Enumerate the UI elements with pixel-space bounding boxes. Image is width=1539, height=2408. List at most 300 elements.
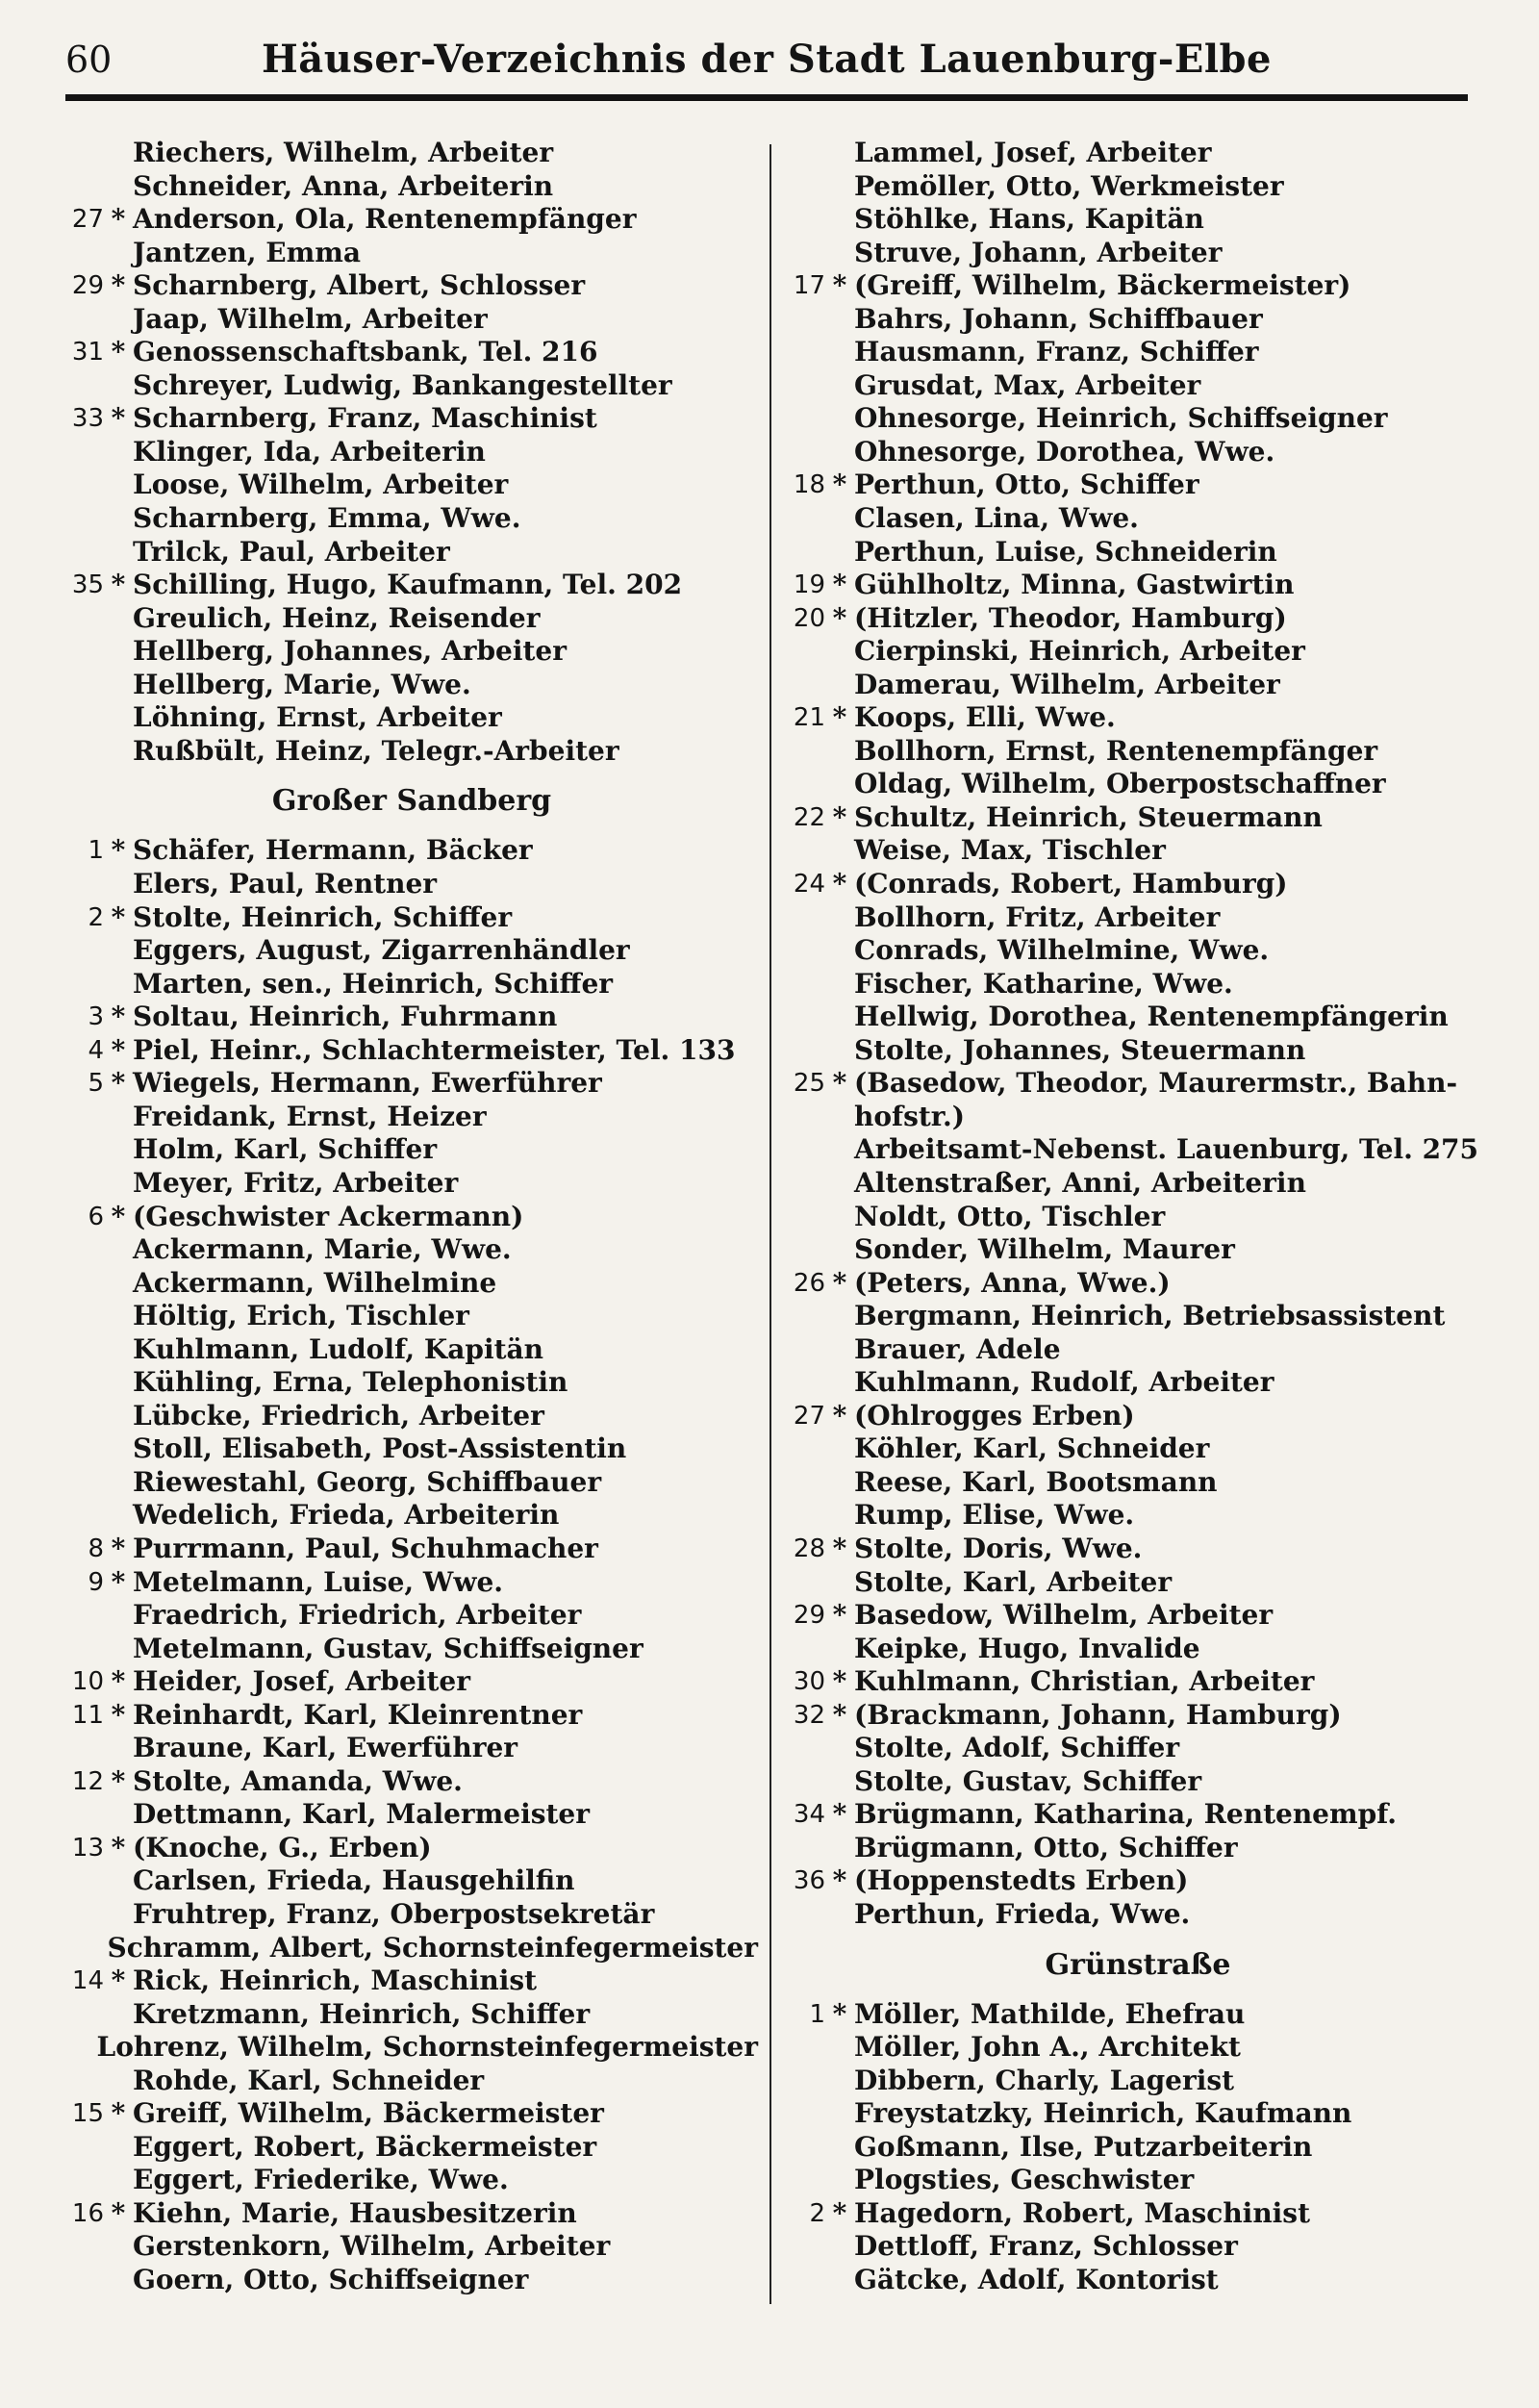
house-number: 14 bbox=[71, 1966, 104, 1996]
owner-marker bbox=[825, 934, 854, 968]
house-number: 26 bbox=[793, 1268, 825, 1298]
directory-entry bbox=[787, 569, 1489, 602]
owner-marker bbox=[104, 1333, 133, 1367]
resident-text: Kuhlmann, Ludolf, Kapitän bbox=[133, 1332, 544, 1365]
owner-marker bbox=[825, 1832, 854, 1865]
directory-entry bbox=[787, 2264, 1489, 2297]
directory-entry bbox=[787, 1034, 1489, 1068]
owner-marker bbox=[825, 536, 854, 570]
resident-text: Keipke, Hugo, Invalide bbox=[854, 1632, 1200, 1664]
directory-entry bbox=[787, 502, 1489, 536]
house-number bbox=[65, 436, 104, 469]
house-number bbox=[787, 1167, 825, 1201]
resident-text: Loose, Wilhelm, Arbeiter bbox=[133, 469, 509, 501]
house-number bbox=[787, 536, 825, 570]
directory-entry bbox=[787, 1333, 1489, 1367]
directory-entry bbox=[65, 170, 758, 204]
resident-text: (Knoche, G., Erben) bbox=[133, 1831, 432, 1863]
directory-entry bbox=[65, 1300, 758, 1333]
house-number bbox=[65, 2065, 104, 2098]
house-number: 32 bbox=[793, 1700, 825, 1730]
house-number: 29 bbox=[793, 1601, 825, 1631]
resident-text: Stolte, Amanda, Wwe. bbox=[133, 1764, 463, 1797]
owner-marker: * bbox=[832, 269, 847, 302]
house-number bbox=[787, 237, 825, 270]
house-number: 27 bbox=[793, 1401, 825, 1431]
house-number: 30 bbox=[793, 1667, 825, 1697]
directory-entry bbox=[787, 968, 1489, 1001]
owner-marker: * bbox=[111, 2097, 126, 2130]
house-number bbox=[787, 1001, 825, 1034]
house-number bbox=[65, 1599, 104, 1633]
directory-entry bbox=[787, 402, 1489, 436]
directory-entry bbox=[65, 2031, 758, 2065]
resident-text: Rohde, Karl, Schneider bbox=[133, 2064, 485, 2096]
house-number bbox=[65, 669, 104, 702]
directory-entry bbox=[65, 203, 758, 237]
owner-marker: * bbox=[111, 402, 126, 435]
owner-marker bbox=[104, 635, 133, 669]
owner-marker bbox=[104, 436, 133, 469]
owner-marker bbox=[825, 1566, 854, 1600]
resident-text: Marten, sen., Heinrich, Schiffer bbox=[133, 967, 614, 1000]
resident-text: Schäfer, Hermann, Bäcker bbox=[133, 834, 533, 867]
resident-text: Grusdat, Max, Arbeiter bbox=[854, 368, 1201, 401]
house-number bbox=[65, 502, 104, 536]
owner-marker bbox=[825, 1732, 854, 1765]
directory-entry bbox=[65, 2164, 758, 2197]
house-number: 36 bbox=[793, 1866, 825, 1896]
owner-marker bbox=[104, 2065, 133, 2098]
owner-marker bbox=[104, 2164, 133, 2197]
directory-entry bbox=[787, 1001, 1489, 1034]
owner-marker bbox=[825, 2230, 854, 2264]
directory-entry bbox=[65, 1233, 758, 1267]
house-number bbox=[787, 901, 825, 935]
directory-entry bbox=[65, 1633, 758, 1666]
directory-entry bbox=[787, 1732, 1489, 1765]
resident-text: Koops, Elli, Wwe. bbox=[854, 701, 1116, 734]
house-number: 17 bbox=[793, 271, 825, 301]
owner-marker bbox=[825, 735, 854, 769]
resident-text: Ohnesorge, Heinrich, Schiffseigner bbox=[854, 402, 1388, 435]
house-number bbox=[65, 1300, 104, 1333]
resident-text: Basedow, Wilhelm, Arbeiter bbox=[854, 1599, 1274, 1632]
house-number bbox=[65, 1998, 104, 2032]
directory-entry bbox=[65, 1765, 758, 1799]
directory-entry bbox=[65, 1034, 758, 1068]
owner-marker bbox=[84, 2031, 97, 2065]
house-number bbox=[787, 1201, 825, 1234]
resident-text: Heider, Josef, Arbeiter bbox=[133, 1665, 470, 1698]
resident-text: Bollhorn, Ernst, Rentenempfänger bbox=[854, 734, 1378, 767]
resident-text: Stoll, Elisabeth, Post-Assistentin bbox=[133, 1432, 627, 1465]
resident-text: Möller, Mathilde, Ehefrau bbox=[854, 1997, 1246, 2030]
resident-text: Bollhorn, Fritz, Arbeiter bbox=[854, 900, 1221, 933]
right-column bbox=[787, 137, 1489, 2297]
directory-entry bbox=[65, 1898, 758, 1932]
directory-entry bbox=[787, 1400, 1489, 1433]
directory-entry bbox=[65, 1566, 758, 1600]
owner-marker bbox=[104, 701, 133, 735]
resident-text: Carlsen, Frieda, Hausgehilfin bbox=[133, 1864, 575, 1897]
resident-text: (Basedow, Theodor, Maurermstr., Bahn- bbox=[854, 1067, 1458, 1100]
owner-marker bbox=[825, 1366, 854, 1400]
directory-entry bbox=[787, 1898, 1489, 1932]
owner-marker bbox=[825, 303, 854, 337]
owner-marker: * bbox=[111, 1665, 126, 1698]
owner-marker bbox=[104, 2230, 133, 2264]
owner-marker bbox=[104, 2264, 133, 2297]
owner-marker bbox=[825, 1233, 854, 1267]
house-number bbox=[787, 735, 825, 769]
directory-entry bbox=[65, 1267, 758, 1301]
column-divider bbox=[770, 144, 771, 2304]
house-number bbox=[65, 934, 104, 968]
house-number bbox=[787, 1333, 825, 1367]
resident-text: Kuhlmann, Rudolf, Arbeiter bbox=[854, 1366, 1274, 1399]
resident-text: Noldt, Otto, Tischler bbox=[854, 1200, 1166, 1232]
house-number bbox=[787, 2264, 825, 2297]
house-number bbox=[787, 934, 825, 968]
resident-text: Bahrs, Johann, Schiffbauer bbox=[854, 302, 1263, 335]
owner-marker bbox=[825, 2097, 854, 2131]
house-number: 34 bbox=[793, 1800, 825, 1830]
directory-entry bbox=[65, 1599, 758, 1633]
resident-text: Elers, Paul, Rentner bbox=[133, 868, 438, 900]
directory-entry bbox=[787, 2230, 1489, 2264]
directory-entry bbox=[65, 2264, 758, 2297]
house-number bbox=[787, 1732, 825, 1765]
owner-marker: * bbox=[111, 834, 126, 867]
directory-entry bbox=[787, 137, 1489, 170]
directory-entry bbox=[787, 602, 1489, 636]
directory-entry bbox=[65, 502, 758, 536]
page-header bbox=[65, 29, 1468, 89]
resident-text: Arbeitsamt-Nebenst. Lauenburg, Tel. 275 bbox=[854, 1133, 1479, 1166]
house-number bbox=[65, 2031, 84, 2065]
house-number bbox=[787, 1499, 825, 1533]
house-number bbox=[65, 2164, 104, 2197]
owner-marker bbox=[104, 137, 133, 170]
house-number bbox=[787, 968, 825, 1001]
resident-text: Metelmann, Luise, Wwe. bbox=[133, 1565, 504, 1598]
resident-text: Hellberg, Johannes, Arbeiter bbox=[133, 635, 567, 668]
resident-text: Lübcke, Friedrich, Arbeiter bbox=[133, 1399, 544, 1432]
directory-entry bbox=[65, 1366, 758, 1400]
resident-text: Freidank, Ernst, Heizer bbox=[133, 1100, 487, 1132]
directory-entry bbox=[787, 669, 1489, 702]
directory-entry bbox=[787, 834, 1489, 868]
resident-text: Anderson, Ola, Rentenempfänger bbox=[133, 203, 637, 236]
owner-marker bbox=[825, 1034, 854, 1068]
directory-entry bbox=[65, 2197, 758, 2231]
resident-text: Fischer, Katharine, Wwe. bbox=[854, 967, 1233, 1000]
resident-text: Lammel, Josef, Arbeiter bbox=[854, 137, 1212, 168]
directory-entry bbox=[65, 336, 758, 369]
resident-text: Stolte, Johannes, Steuermann bbox=[854, 1033, 1306, 1066]
resident-text: Greulich, Heinz, Reisender bbox=[133, 601, 541, 634]
house-number bbox=[787, 2230, 825, 2264]
house-number bbox=[787, 669, 825, 702]
directory-entry bbox=[65, 2131, 758, 2165]
owner-marker bbox=[825, 669, 854, 702]
resident-text: Stöhlke, Hans, Kapitän bbox=[854, 203, 1204, 236]
directory-entry bbox=[65, 1832, 758, 1865]
house-number bbox=[787, 1898, 825, 1932]
directory-entry bbox=[65, 1932, 758, 1965]
resident-text: Hellberg, Marie, Wwe. bbox=[133, 668, 471, 700]
owner-marker bbox=[104, 669, 133, 702]
resident-text: Ohnesorge, Dorothea, Wwe. bbox=[854, 435, 1275, 468]
house-number: 18 bbox=[793, 470, 825, 500]
resident-text: Struve, Johann, Arbeiter bbox=[854, 236, 1223, 268]
directory-entry bbox=[65, 237, 758, 270]
house-number bbox=[65, 170, 104, 204]
directory-entry bbox=[65, 137, 758, 170]
house-number bbox=[787, 137, 825, 170]
owner-marker: * bbox=[111, 1033, 126, 1066]
owner-marker: * bbox=[832, 1997, 847, 2030]
directory-entry bbox=[787, 701, 1489, 735]
directory-entry bbox=[65, 735, 758, 769]
house-number bbox=[65, 1333, 104, 1367]
house-number bbox=[787, 436, 825, 469]
house-number bbox=[65, 137, 104, 170]
owner-marker: * bbox=[111, 900, 126, 933]
owner-marker: * bbox=[832, 800, 847, 833]
resident-text: Klinger, Ida, Arbeiterin bbox=[133, 435, 486, 468]
owner-marker bbox=[89, 1932, 108, 1965]
owner-marker: * bbox=[832, 868, 847, 900]
resident-text: Dettmann, Karl, Malermeister bbox=[133, 1798, 590, 1831]
owner-marker: * bbox=[111, 1200, 126, 1232]
directory-entry bbox=[787, 1665, 1489, 1699]
resident-text: Damerau, Wilhelm, Arbeiter bbox=[854, 668, 1280, 700]
resident-text: Gühlholtz, Minna, Gastwirtin bbox=[854, 569, 1295, 601]
directory-entry bbox=[65, 1998, 758, 2032]
resident-text: Meyer, Fritz, Arbeiter bbox=[133, 1166, 459, 1199]
directory-entry bbox=[65, 2097, 758, 2131]
house-number bbox=[65, 1432, 104, 1466]
resident-text: Dettloff, Franz, Schlosser bbox=[854, 2230, 1238, 2263]
owner-marker bbox=[104, 469, 133, 502]
house-number bbox=[65, 2131, 104, 2165]
directory-entry bbox=[65, 1466, 758, 1500]
owner-marker bbox=[104, 1366, 133, 1400]
resident-text: Bergmann, Heinrich, Betriebsassistent bbox=[854, 1300, 1446, 1332]
owner-marker: * bbox=[111, 336, 126, 368]
owner-marker bbox=[825, 1001, 854, 1034]
directory-entry bbox=[787, 1300, 1489, 1333]
owner-marker bbox=[104, 1233, 133, 1267]
owner-marker bbox=[104, 602, 133, 636]
house-number: 3 bbox=[88, 1002, 104, 1032]
owner-marker bbox=[825, 901, 854, 935]
resident-text: Oldag, Wilhelm, Oberpostschaffner bbox=[854, 768, 1386, 800]
owner-marker: * bbox=[111, 1698, 126, 1731]
house-number: 8 bbox=[88, 1534, 104, 1563]
owner-marker bbox=[825, 2264, 854, 2297]
directory-entry bbox=[65, 701, 758, 735]
directory-entry bbox=[787, 801, 1489, 835]
owner-marker bbox=[825, 170, 854, 204]
owner-marker bbox=[825, 1499, 854, 1533]
directory-entry bbox=[787, 1533, 1489, 1566]
resident-text: Schreyer, Ludwig, Bankangestellter bbox=[133, 368, 672, 401]
owner-marker: * bbox=[111, 569, 126, 601]
resident-text: Freystatzky, Heinrich, Kaufmann bbox=[854, 2097, 1352, 2130]
house-number: 22 bbox=[793, 802, 825, 832]
owner-marker bbox=[825, 968, 854, 1001]
directory-entry bbox=[787, 369, 1489, 403]
house-number bbox=[787, 2097, 825, 2131]
directory-entry bbox=[787, 768, 1489, 801]
house-number bbox=[65, 1798, 104, 1832]
house-number bbox=[787, 1566, 825, 1600]
owner-marker: * bbox=[111, 2196, 126, 2229]
house-number: 28 bbox=[793, 1534, 825, 1563]
house-number bbox=[65, 635, 104, 669]
house-number bbox=[65, 1499, 104, 1533]
directory-entry bbox=[787, 2197, 1489, 2231]
directory-entry bbox=[787, 170, 1489, 204]
owner-marker bbox=[104, 1300, 133, 1333]
resident-text: Gerstenkorn, Wilhelm, Arbeiter bbox=[133, 2230, 611, 2263]
house-number bbox=[65, 1167, 104, 1201]
owner-marker bbox=[104, 1133, 133, 1167]
resident-text: Scharnberg, Albert, Schlosser bbox=[133, 269, 586, 302]
resident-text: Kuhlmann, Christian, Arbeiter bbox=[854, 1665, 1315, 1698]
directory-entry bbox=[787, 1864, 1489, 1898]
header-rule bbox=[65, 94, 1468, 101]
house-number: 6 bbox=[88, 1202, 104, 1231]
owner-marker: * bbox=[111, 1001, 126, 1033]
house-number bbox=[65, 1466, 104, 1500]
directory-entry bbox=[65, 1864, 758, 1898]
owner-marker bbox=[104, 1998, 133, 2032]
directory-entry bbox=[787, 1699, 1489, 1733]
house-number bbox=[787, 2065, 825, 2098]
resident-text: Brügmann, Otto, Schiffer bbox=[854, 1831, 1238, 1863]
directory-entry bbox=[787, 1201, 1489, 1234]
house-number: 16 bbox=[71, 2198, 104, 2228]
resident-text: Eggers, August, Zigarrenhändler bbox=[133, 934, 630, 967]
house-number bbox=[787, 1233, 825, 1267]
house-number bbox=[787, 336, 825, 369]
resident-text: Riewestahl, Georg, Schiffbauer bbox=[133, 1465, 602, 1498]
directory-entry bbox=[787, 203, 1489, 237]
owner-marker bbox=[825, 1898, 854, 1932]
directory-entry bbox=[787, 735, 1489, 769]
owner-marker bbox=[825, 203, 854, 237]
owner-marker bbox=[104, 1599, 133, 1633]
resident-text: Brauer, Adele bbox=[854, 1332, 1061, 1365]
resident-text: Löhning, Ernst, Arbeiter bbox=[133, 701, 502, 734]
owner-marker: * bbox=[832, 1399, 847, 1432]
house-number: 5 bbox=[88, 1069, 104, 1099]
directory-entry bbox=[787, 303, 1489, 337]
house-number bbox=[65, 968, 104, 1001]
directory-entry bbox=[65, 1533, 758, 1566]
house-number bbox=[65, 735, 104, 769]
directory-entry bbox=[65, 402, 758, 436]
resident-text: Hausmann, Franz, Schiffer bbox=[854, 336, 1259, 368]
owner-marker bbox=[104, 1400, 133, 1433]
directory-entry bbox=[65, 1665, 758, 1699]
owner-marker bbox=[104, 1864, 133, 1898]
directory-entry bbox=[787, 1998, 1489, 2032]
house-number: 35 bbox=[71, 570, 104, 600]
owner-marker: * bbox=[832, 569, 847, 601]
house-number bbox=[65, 868, 104, 901]
house-number: 9 bbox=[88, 1567, 104, 1597]
resident-text: Conrads, Wilhelmine, Wwe. bbox=[854, 934, 1270, 967]
owner-marker bbox=[104, 1167, 133, 1201]
directory-entry bbox=[787, 1101, 1489, 1134]
directory-entry bbox=[787, 1566, 1489, 1600]
owner-marker bbox=[825, 1765, 854, 1799]
directory-entry bbox=[65, 868, 758, 901]
resident-text: Gätcke, Adolf, Kontorist bbox=[854, 2264, 1219, 2295]
house-number bbox=[65, 1633, 104, 1666]
directory-entry bbox=[787, 2031, 1489, 2065]
owner-marker: * bbox=[832, 1864, 847, 1897]
resident-text: Greiff, Wilhelm, Bäckermeister bbox=[133, 2097, 604, 2130]
resident-text: Höltig, Erich, Tischler bbox=[133, 1300, 469, 1332]
page-number: 60 bbox=[65, 38, 113, 81]
house-number bbox=[787, 1765, 825, 1799]
directory-entry bbox=[65, 1133, 758, 1167]
page-title: Häuser-Verzeichnis der Stadt Lauenburg-Elbe bbox=[262, 37, 1272, 82]
owner-marker bbox=[104, 237, 133, 270]
resident-text: (Brackmann, Johann, Hamburg) bbox=[854, 1698, 1342, 1731]
resident-text: Scharnberg, Franz, Maschinist bbox=[133, 402, 597, 435]
resident-text: Stolte, Adolf, Schiffer bbox=[854, 1732, 1180, 1764]
resident-text: (Greiff, Wilhelm, Bäckermeister) bbox=[854, 269, 1351, 302]
house-number bbox=[787, 1133, 825, 1167]
directory-entry bbox=[65, 1964, 758, 1998]
directory-entry bbox=[787, 1133, 1489, 1167]
owner-marker bbox=[104, 868, 133, 901]
resident-text: Purrmann, Paul, Schuhmacher bbox=[133, 1532, 598, 1564]
owner-marker bbox=[825, 436, 854, 469]
owner-marker: * bbox=[832, 2196, 847, 2229]
owner-marker bbox=[104, 1798, 133, 1832]
house-number bbox=[65, 2230, 104, 2264]
owner-marker: * bbox=[111, 269, 126, 302]
house-number bbox=[65, 1233, 104, 1267]
house-number bbox=[65, 1898, 104, 1932]
house-number bbox=[787, 635, 825, 669]
directory-entry bbox=[787, 269, 1489, 303]
directory-entry bbox=[787, 536, 1489, 570]
house-number bbox=[787, 834, 825, 868]
directory-entry bbox=[65, 1167, 758, 1201]
directory-entry bbox=[787, 1366, 1489, 1400]
directory-entry bbox=[787, 1832, 1489, 1865]
owner-marker bbox=[825, 1633, 854, 1666]
owner-marker: * bbox=[832, 469, 847, 501]
house-number bbox=[787, 502, 825, 536]
resident-text: Trilck, Paul, Arbeiter bbox=[133, 535, 450, 568]
house-number bbox=[787, 1832, 825, 1865]
resident-text: (Geschwister Ackermann) bbox=[133, 1200, 524, 1232]
resident-text: Schultz, Heinrich, Steuermann bbox=[854, 800, 1323, 833]
owner-marker bbox=[104, 934, 133, 968]
owner-marker: * bbox=[832, 1067, 847, 1100]
directory-entry bbox=[65, 1201, 758, 1234]
